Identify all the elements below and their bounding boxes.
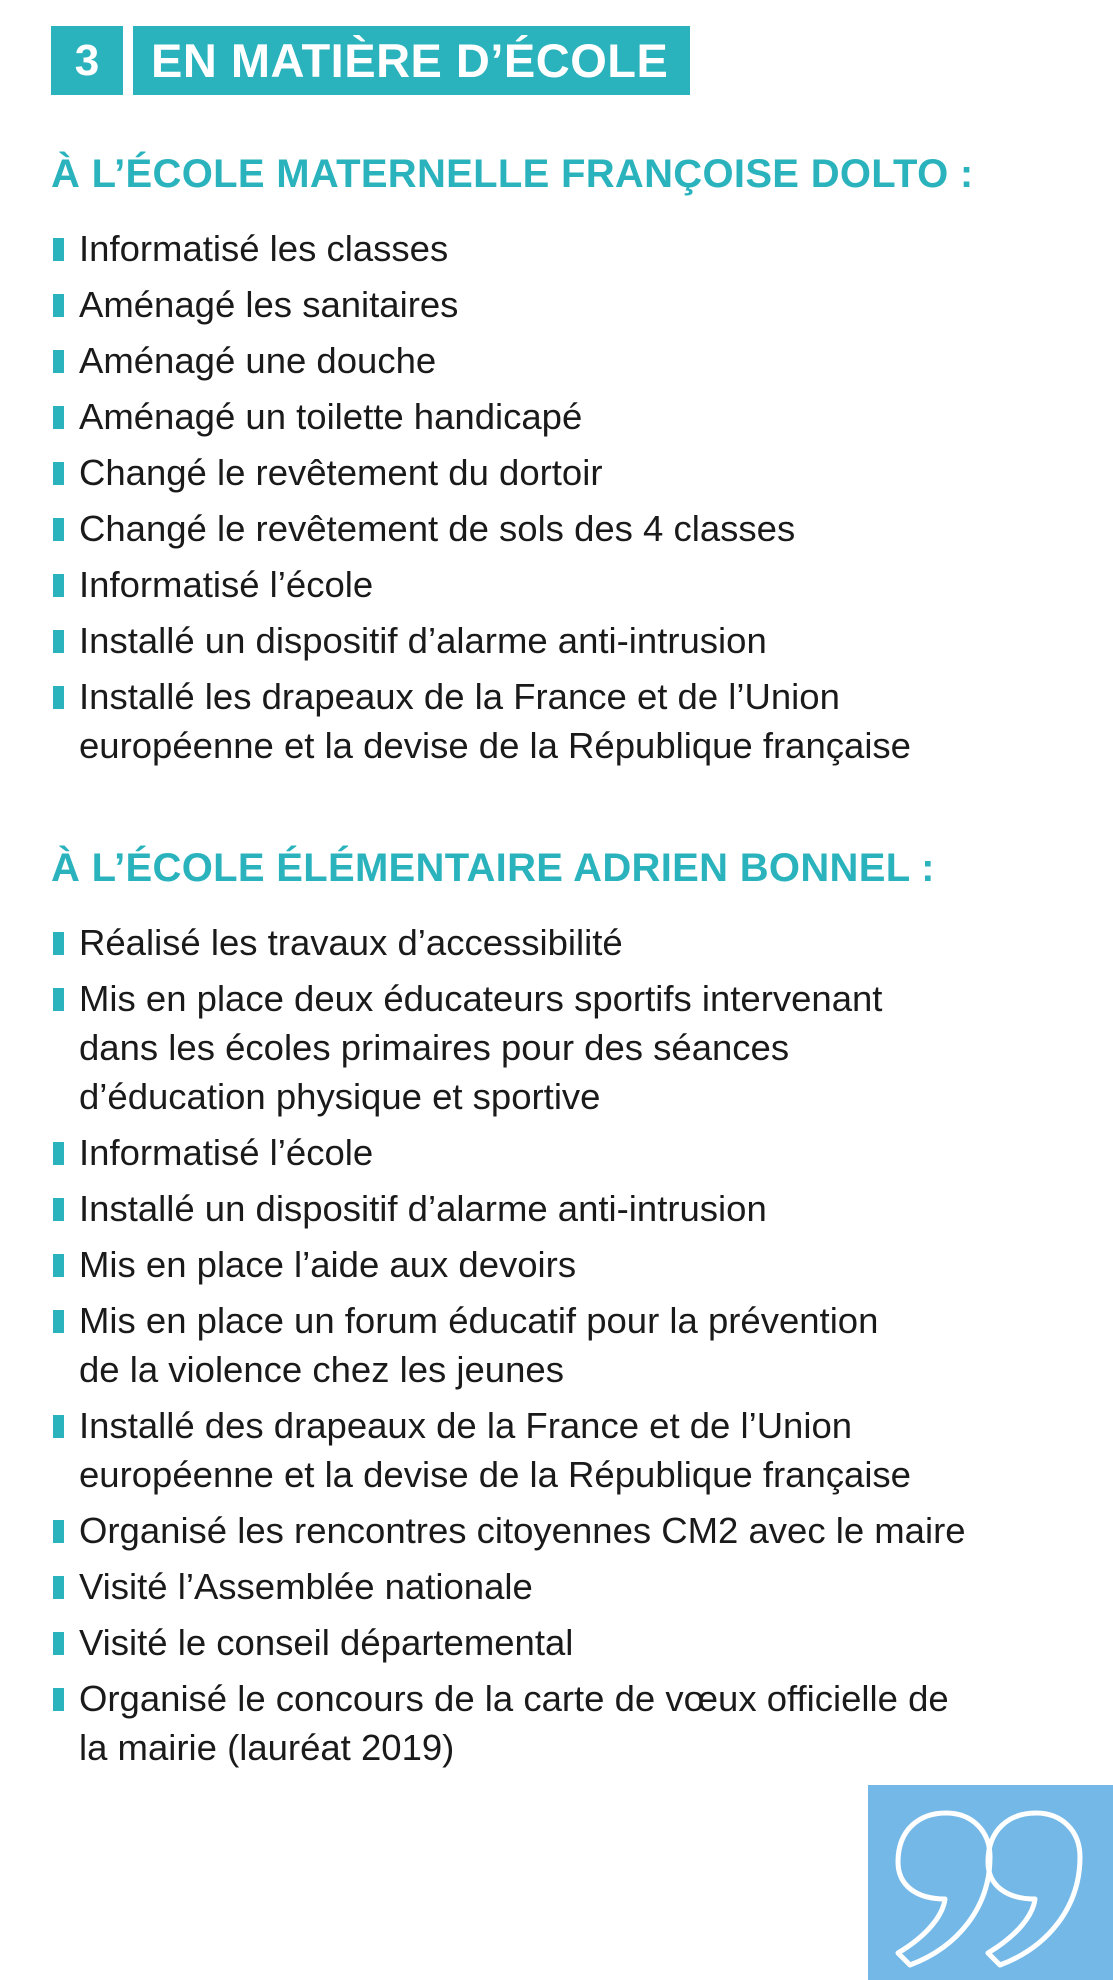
bullet-square-icon <box>53 686 64 709</box>
list-item-text: Visité l’Assemblée nationale <box>79 1566 533 1607</box>
list-item <box>51 1128 1091 1177</box>
list-item <box>51 918 1091 967</box>
list-item-text: Visité le conseil départemental <box>79 1622 574 1663</box>
list-item <box>51 560 1091 609</box>
bullet-square-icon <box>53 518 64 541</box>
bullet-square-icon <box>53 1632 64 1655</box>
section-heading: EN MATIÈRE D’ÉCOLE <box>133 26 690 95</box>
bullet-square-icon <box>53 1520 64 1543</box>
list-item <box>51 392 1091 441</box>
section-number: 3 <box>51 26 123 95</box>
list-item <box>51 448 1091 497</box>
list-item-text: Informatisé les classes <box>79 228 449 269</box>
bullet-square-icon <box>53 1254 64 1277</box>
closing-quote-icon <box>888 1807 1088 1977</box>
elementaire-list <box>51 918 1091 1772</box>
bullet-square-icon <box>53 1688 64 1711</box>
list-item <box>51 1674 1091 1772</box>
quote-decoration <box>868 1785 1113 1980</box>
bullet-square-icon <box>53 1198 64 1221</box>
bullet-square-icon <box>53 406 64 429</box>
list-item <box>51 1240 1091 1289</box>
list-item <box>51 1184 1091 1233</box>
list-item <box>51 224 1091 273</box>
list-item-text: Changé le revêtement de sols des 4 classes <box>79 508 796 549</box>
bullet-square-icon <box>53 630 64 653</box>
elementaire-title: À L’ÉCOLE ÉLÉMENTAIRE ADRIEN BONNEL : <box>51 846 935 890</box>
bullet-square-icon <box>53 350 64 373</box>
bullet-square-icon <box>53 1142 64 1165</box>
list-item-text: Aménagé une douche <box>79 340 437 381</box>
list-item-text: Installé un dispositif d’alarme anti-intrusion <box>79 620 767 661</box>
list-item <box>51 280 1091 329</box>
list-item <box>51 1618 1091 1667</box>
section-header <box>51 26 690 95</box>
bullet-square-icon <box>53 1576 64 1599</box>
list-item-text: Réalisé les travaux d’accessibilité <box>79 922 623 963</box>
list-item <box>51 1296 1091 1394</box>
bullet-square-icon <box>53 238 64 261</box>
bullet-square-icon <box>53 1415 64 1438</box>
list-item-text: Organisé le concours de la carte de vœux officielle de la mairie (lauréat 2019) <box>79 1678 949 1768</box>
maternelle-list <box>51 224 1091 770</box>
list-item <box>51 974 1091 1121</box>
list-item-text: Mis en place deux éducateurs sportifs intervenant dans les écoles primaires pour des séances d’éducation physique et sportive <box>79 978 883 1117</box>
list-item-text: Mis en place un forum éducatif pour la prévention de la violence chez les jeunes <box>79 1300 879 1390</box>
bullet-square-icon <box>53 1310 64 1333</box>
maternelle-section <box>51 150 1091 777</box>
bullet-square-icon <box>53 932 64 955</box>
list-item <box>51 504 1091 553</box>
bullet-square-icon <box>53 462 64 485</box>
list-item <box>51 1506 1091 1555</box>
elementaire-section <box>51 844 1091 1779</box>
list-item-text: Installé les drapeaux de la France et de l’Union européenne et la devise de la République française <box>79 676 911 766</box>
list-item <box>51 1401 1091 1499</box>
bullet-square-icon <box>53 988 64 1011</box>
list-item-text: Installé un dispositif d’alarme anti-intrusion <box>79 1188 767 1229</box>
list-item-text: Aménagé les sanitaires <box>79 284 459 325</box>
list-item-text: Mis en place l’aide aux devoirs <box>79 1244 577 1285</box>
list-item-text: Aménagé un toilette handicapé <box>79 396 583 437</box>
list-item-text: Informatisé l’école <box>79 1132 374 1173</box>
list-item-text: Installé des drapeaux de la France et de l’Union européenne et la devise de la République française <box>79 1405 911 1495</box>
bullet-square-icon <box>53 574 64 597</box>
list-item <box>51 616 1091 665</box>
list-item-text: Organisé les rencontres citoyennes CM2 avec le maire <box>79 1510 966 1551</box>
list-item-text: Changé le revêtement du dortoir <box>79 452 603 493</box>
list-item <box>51 1562 1091 1611</box>
bullet-square-icon <box>53 294 64 317</box>
list-item <box>51 336 1091 385</box>
list-item-text: Informatisé l’école <box>79 564 374 605</box>
list-item <box>51 672 1091 770</box>
maternelle-title: À L’ÉCOLE MATERNELLE FRANÇOISE DOLTO : <box>51 152 974 196</box>
